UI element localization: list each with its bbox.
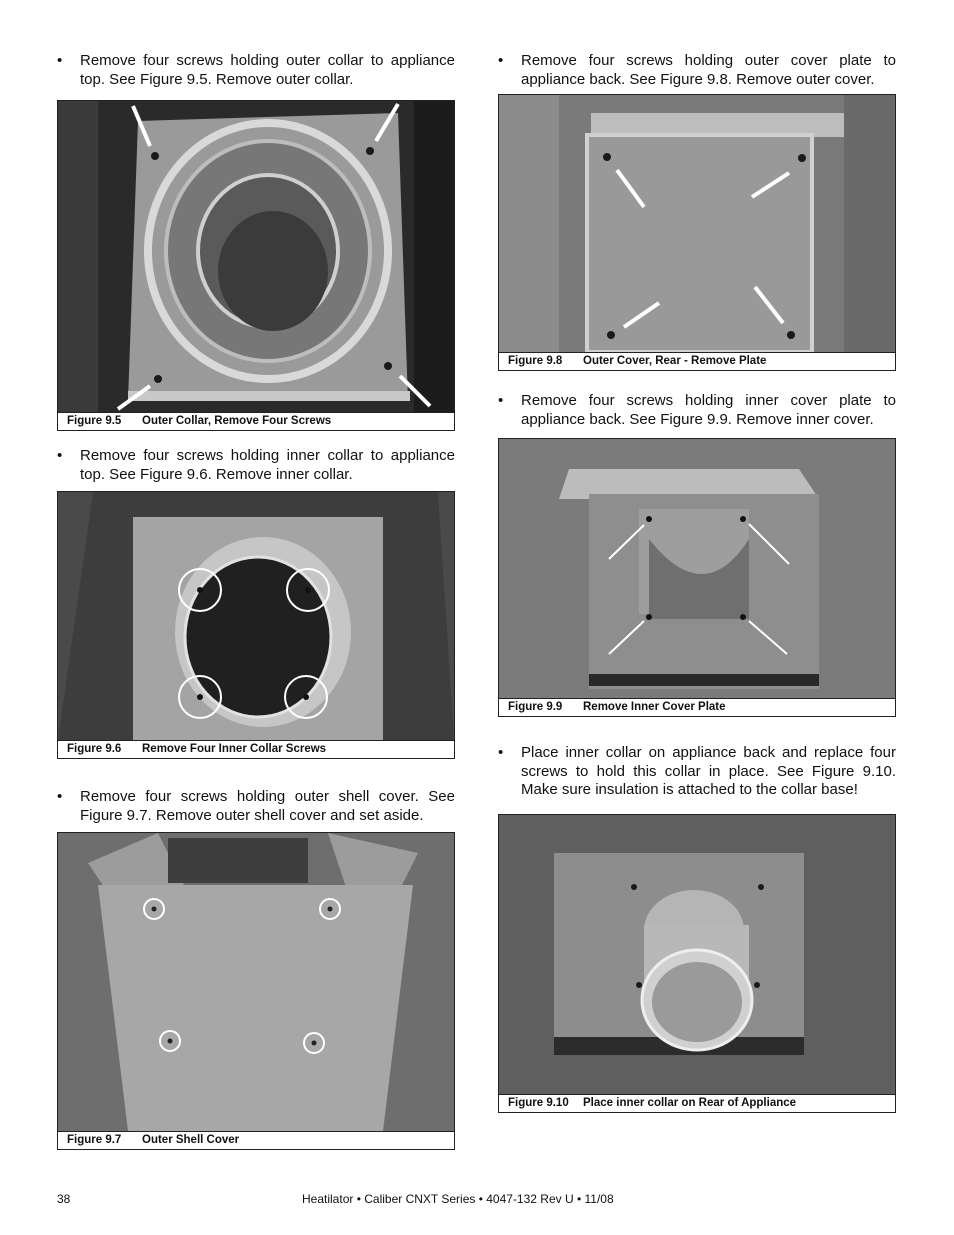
- photo-inner-collar: [58, 492, 454, 740]
- figure-number: Figure 9.8: [508, 355, 563, 367]
- bullet-symbol: •: [498, 744, 504, 761]
- photo-inner-cover-plate: [499, 439, 895, 698]
- photo-inner-collar-rear: [499, 815, 895, 1094]
- photo-outer-shell-cover: [58, 833, 454, 1131]
- bullet-symbol: •: [498, 392, 504, 409]
- figure-caption-text: Place inner collar on Rear of Appliance: [583, 1097, 797, 1109]
- figure-caption: [499, 1094, 895, 1112]
- instruction-bullet-2: [57, 447, 455, 484]
- figure-caption-text: Remove Four Inner Collar Screws: [142, 743, 327, 755]
- figure-9-5: [57, 100, 455, 431]
- instruction-text: Place inner collar on appliance back and replace four screws to hold this collar in place. See Figure 9.10. Make sure insulation is attached to the collar base!: [521, 744, 896, 798]
- instruction-bullet-2: [498, 392, 896, 429]
- instruction-bullet-1: [498, 52, 896, 89]
- figure-9-6: [57, 491, 455, 759]
- document-footer: Heatilator • Caliber CNXT Series • 4047-132 Rev U • 11/08: [302, 1192, 614, 1206]
- figure-9-10: [498, 814, 896, 1113]
- instruction-bullet-3: [57, 788, 455, 825]
- figure-9-7: [57, 832, 455, 1150]
- figure-caption: [58, 412, 454, 430]
- instruction-text: Remove four screws holding outer cover plate to appliance back. See Figure 9.8. Remove outer cover.: [521, 52, 896, 88]
- figure-number: Figure 9.5: [67, 415, 122, 427]
- figure-number: Figure 9.6: [67, 743, 122, 755]
- bullet-symbol: •: [57, 52, 63, 69]
- figure-caption: [499, 698, 895, 716]
- figure-caption-text: Outer Cover, Rear - Remove Plate: [583, 355, 767, 367]
- figure-caption-text: Outer Collar, Remove Four Screws: [142, 415, 332, 427]
- figure-caption: [499, 352, 895, 370]
- figure-caption-text: Outer Shell Cover: [142, 1134, 240, 1146]
- page-number: 38: [57, 1192, 71, 1206]
- photo-outer-cover-rear: [499, 95, 895, 352]
- figure-9-8: [498, 94, 896, 371]
- figure-number: Figure 9.9: [508, 701, 563, 713]
- instruction-text: Remove four screws holding inner collar to appliance top. See Figure 9.6. Remove inner collar.: [80, 447, 455, 483]
- figure-caption-text: Remove Inner Cover Plate: [583, 701, 726, 713]
- figure-caption: [58, 1131, 454, 1149]
- instruction-bullet-3: [498, 744, 896, 800]
- instruction-text: Remove four screws holding outer collar to appliance top. See Figure 9.5. Remove outer collar.: [80, 52, 455, 88]
- instruction-bullet-1: [57, 52, 455, 89]
- figure-caption: [58, 740, 454, 758]
- bullet-symbol: •: [498, 52, 504, 69]
- instruction-text: Remove four screws holding inner cover plate to appliance back. See Figure 9.9. Remove inner cover.: [521, 392, 896, 428]
- figure-number: Figure 9.7: [67, 1134, 122, 1146]
- instruction-text: Remove four screws holding outer shell cover. See Figure 9.7. Remove outer shell cover and set aside.: [80, 788, 455, 824]
- bullet-symbol: •: [57, 788, 63, 805]
- photo-outer-collar: [58, 101, 454, 412]
- bullet-symbol: •: [57, 447, 63, 464]
- figure-9-9: [498, 438, 896, 717]
- figure-number: Figure 9.10: [508, 1097, 569, 1109]
